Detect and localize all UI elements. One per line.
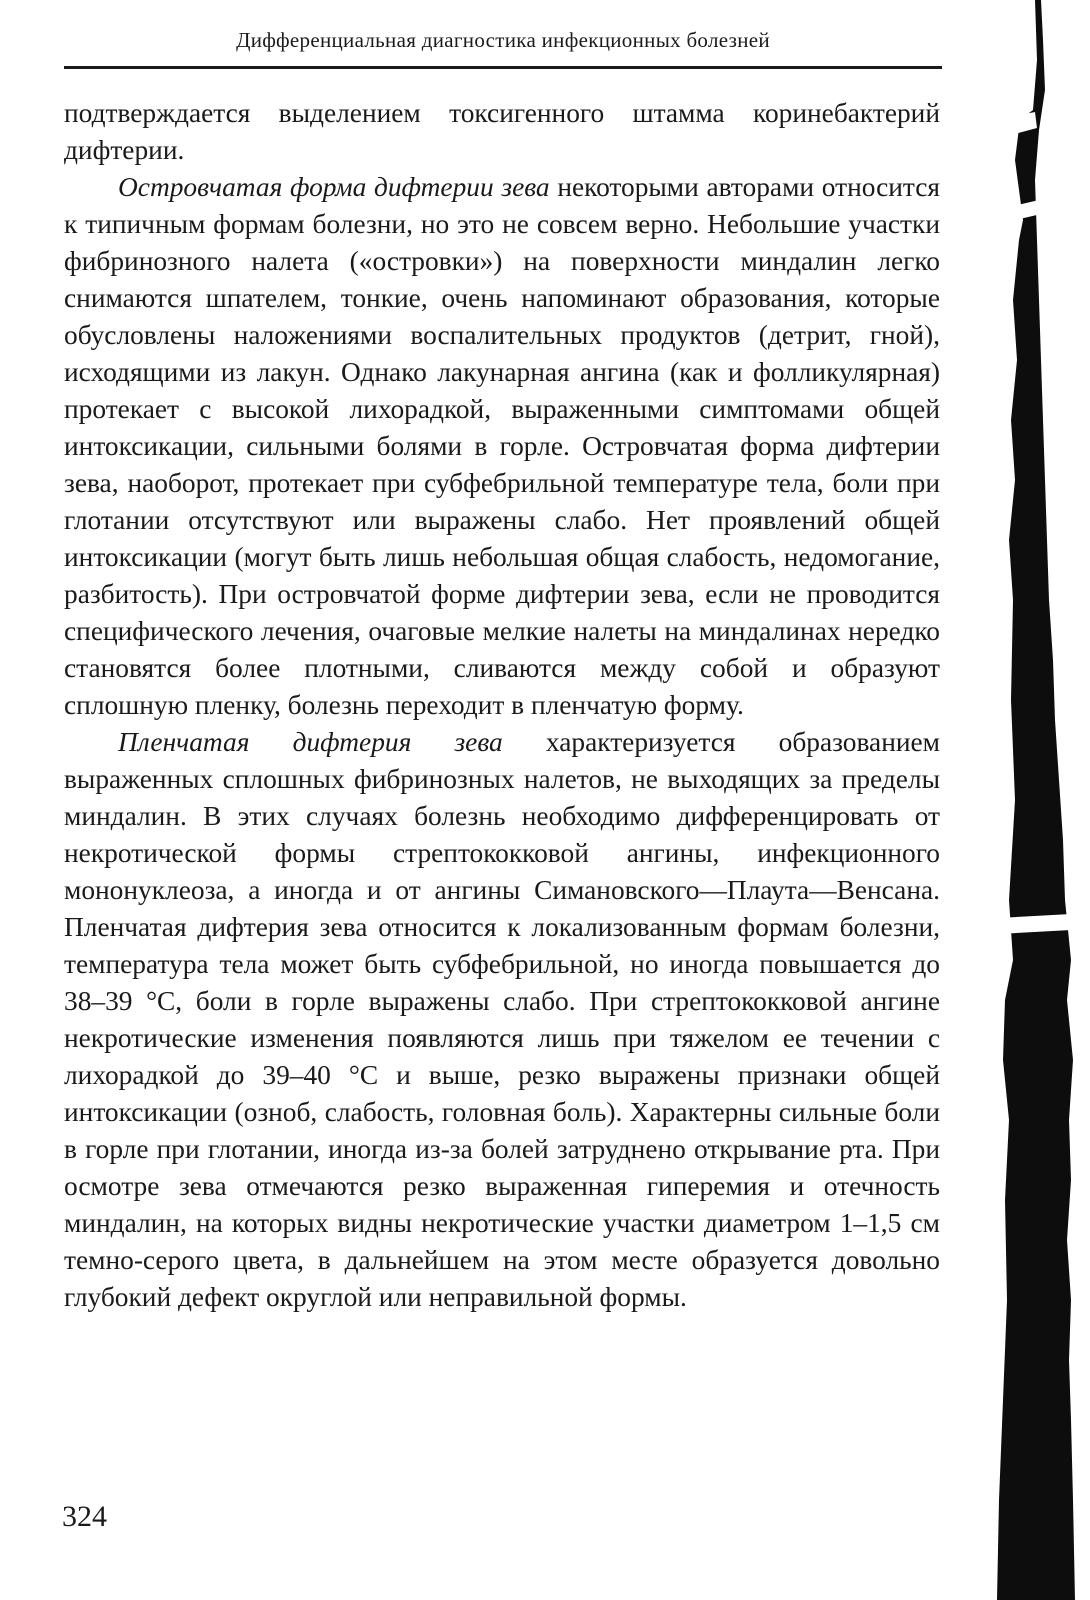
running-header: Дифференциальная диагностика инфекционных болезней xyxy=(236,28,770,52)
paragraph-3-text: характеризуется образованием выраженных сплошных фибринозных налетов, не выходящих за пределы миндалин. В этих случаях болезнь необходимо дифференцировать от некротической формы стрептококковой ангины, инфекционного мононуклеоза, а иногда и от ангины Симановского—Плаута—Венсана. Пленчатая дифтерия зева относится к локализованным формам болезни, температура тела может быть субфебрильной, но иногда повышается до 38–39 °С, боли в горле выражены слабо. При стрептококковой ангине некротические изменения появляются лишь при тяжелом ее течении с лихорадкой до 39–40 °С и выше, резко выражены признаки общей интоксикации (озноб, слабость, головная боль). Характерны сильные боли в горле при глотании, иногда из-за болей затруднено открывание рта. При осмотре зева отмечаются резко выраженная гиперемия и отечность миндалин, на которых видны некротические участки диаметром 1–1,5 см темно-серого цвета, в дальнейшем на этом месте образуется довольно глубокий дефект округлой или неправильной формы. xyxy=(64,727,941,1312)
body-text xyxy=(64,95,940,1316)
paragraph-3 xyxy=(64,724,940,1316)
paragraph-2-text: некоторыми авторами относится к типичным формам болезни, но это не совсем верно. Небольшие участки фибринозного налета («островки») на поверхности миндалин легко снимаются шпателем, тонкие, очень напоминают образования, которые обусловлены наложениями воспалительных продуктов (детрит, гной), исходящими из лакун. Однако лакунарная ангина (как и фолликулярная) протекает с высокой лихорадкой, выраженными симптомами общей интоксикации, сильными болями в горле. Островчатая форма дифтерии зева, наоборот, протекает при субфебрильной температуре тела, боли при глотании отсутствуют или выражены слабо. Нет проявлений общей интоксикации (могут быть лишь небольшая общая слабость, недомогание, разбитость). При островчатой форме дифтерии зева, если не проводится специфического лечения, очаговые мелкие налеты на миндалинах нередко становятся более плотными, сливаются между собой и образуют сплошную пленку, болезнь переходит в пленчатую форму. xyxy=(64,172,940,720)
page-number: 324 xyxy=(62,1500,107,1533)
term-island-form: Островчатая форма дифтерии зева xyxy=(118,172,550,202)
scan-edge-shadow xyxy=(975,0,1090,1600)
term-membranous-form: Пленчатая дифтерия зева xyxy=(118,727,503,757)
paragraph-2 xyxy=(64,169,940,724)
scan-edge-shape xyxy=(997,0,1075,1600)
header-rule xyxy=(64,66,942,69)
paragraph-1: подтверждается выделением токсигенного штамма коринебактерий дифтерии. xyxy=(64,98,940,165)
